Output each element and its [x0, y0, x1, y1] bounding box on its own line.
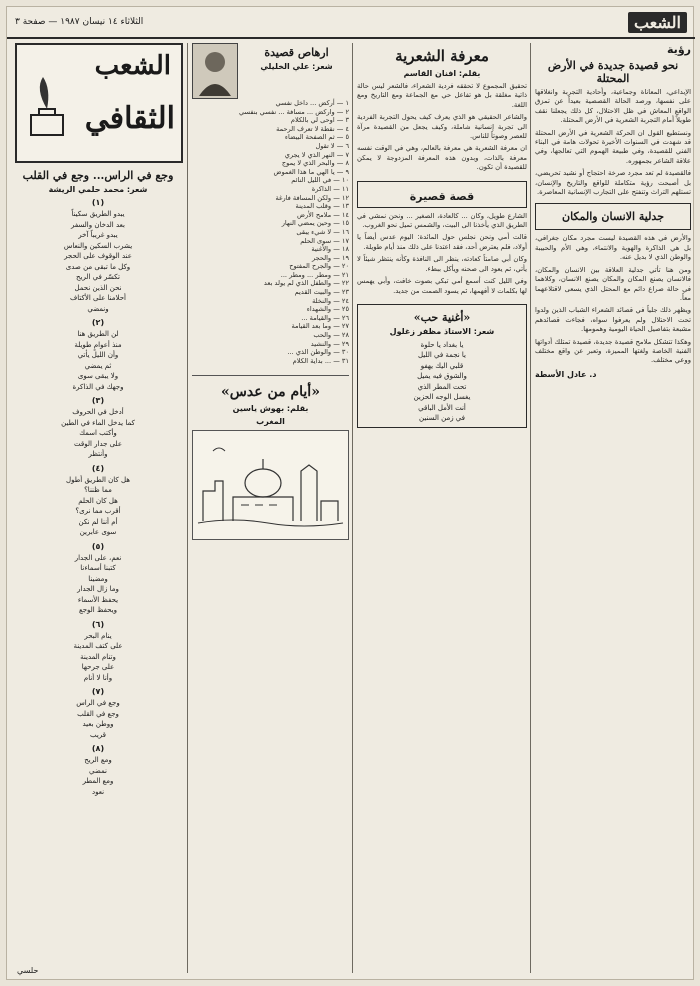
article-body-2: [535, 234, 691, 365]
poem-line: تكسّر في الريح: [76, 273, 120, 281]
poem-line: ٢٦ — والقيامة ...: [301, 313, 349, 322]
logo-title-2: الثقافي: [84, 101, 175, 136]
stanza-lines: [13, 631, 183, 684]
stanza: [13, 198, 183, 314]
story-illustration: [192, 430, 349, 540]
stanza: [13, 620, 183, 684]
right-column: [535, 43, 691, 973]
stanza: [13, 542, 183, 616]
page-header: [7, 7, 695, 39]
poem-line: ٣٠ — والوطن الذي ...: [287, 348, 349, 357]
stanza-number: (٧): [91, 687, 105, 696]
stanza: [13, 396, 183, 460]
poem-line: ١٨ — والأغنية: [311, 245, 349, 254]
poem-line: يغسل الوجه الحزين: [413, 393, 471, 402]
paragraph: ويظهر ذلك جلياً في قصائد الشعراء الشباب الذين ولدوا تحت الاحتلال ولم يعرفوا سواه، فجاءت قصائدهم مشبعة بتفاصيل الحياة اليومية وهمومها.: [535, 306, 691, 334]
stanza-number: (٤): [91, 463, 105, 473]
stanza-lines: [13, 407, 183, 460]
poem-line: تحت المطر الذي: [417, 382, 467, 391]
poem-line: يا بغداد يا حلوة: [420, 340, 464, 349]
poem-line: قلبي اليك يهفو: [420, 361, 464, 370]
article-subhead: جدلية الانسان والمكان: [561, 210, 665, 224]
cityscape-sketch-icon: [193, 431, 348, 539]
story-origin: المغرب: [256, 417, 285, 427]
poem-line: وكل ما تبقى من صدى: [65, 262, 131, 271]
paragraph: ونستطيع القول ان الحركة الشعرية في الأرض المحتلة قد شهدت في السنوات الأخيرة تحولات هامة في البناء الفني للقصيدة، وفي طبيعة الهموم التي تعالجها، وفي علاقة الشاعر بجمهوره.: [535, 128, 691, 165]
newspaper-page: [6, 6, 694, 980]
subhead-box: [535, 203, 691, 230]
story-byline: بقلم: بهوش ياسين: [232, 404, 309, 414]
poem-line: ووطن بعيد: [82, 720, 114, 728]
poem-line: ٢٧ — وما بعد القيامة: [291, 322, 349, 331]
poem-column: [192, 43, 349, 973]
article-headline: نحو قصيدة جديدة في الأرض المحتلة: [547, 59, 679, 85]
stanza-number: (٦): [91, 619, 105, 629]
poem-line: هل كان الطريق أطول: [66, 475, 130, 484]
poem-line: ٢١ — ومطر ... ومطر ...: [280, 270, 349, 279]
poem-line: وجع في الراس: [76, 699, 120, 707]
poem-line: ٤ — نقطة لا تعرف الرحمة: [276, 124, 349, 133]
inkwell-quill-icon: [25, 75, 69, 139]
poem-line: مما ظننا؟: [84, 486, 112, 494]
poem-line: ٩ — يا الهي ما هذا الغموض: [273, 167, 349, 176]
footer-tag: حلسي: [17, 966, 39, 975]
stanza-number: (٣): [91, 396, 105, 405]
poem-line: على جدار الوقت: [73, 439, 123, 448]
poem-line: نعم، على الجدار: [74, 553, 122, 562]
poem-line: أنت الأمل الباقي: [418, 403, 466, 412]
culture-logo: [15, 43, 183, 163]
poem-header: [192, 43, 349, 99]
poem-line: ويحفظ الوجع: [78, 606, 117, 614]
poem-line: أدخل في الحروف: [72, 408, 124, 416]
section-label: رؤية: [667, 43, 691, 56]
person-icon: [195, 46, 235, 96]
stanza-number: (٥): [91, 541, 105, 551]
paragraph: وهكذا تتشكل ملامح قصيدة جديدة، قصيدة تمتلك أدواتها الفنية الخاصة ولغتها المميزة، وتعبر عن واقع مختلف ووعي مختلف.: [535, 337, 691, 365]
poem-line: ولا يبقى سوى: [77, 372, 119, 380]
poem-line: ٢٠ — والجرح المفتوح: [289, 262, 349, 271]
poem-line: ونمضي: [87, 304, 109, 313]
poem-line: وأنتظر: [88, 450, 108, 458]
poem-line: ٧ — النهر الذي لا يجري: [284, 150, 349, 159]
poem-line: ومضينا: [88, 574, 108, 583]
poem-lines: [192, 99, 349, 365]
poem-line: والشوق فيه يميل: [417, 372, 467, 381]
song-byline: شعر: الاستاذ مظفر زغلول: [389, 326, 495, 336]
stanza: [13, 744, 183, 797]
poem-line: ومع الريح: [84, 756, 112, 764]
poem-line: ١ — أركض ... داخل نفسي: [275, 99, 349, 107]
poem-line: نمضي: [89, 766, 107, 775]
column-rule: [352, 43, 353, 973]
poem-line: يشرب السكين والنعاس: [63, 241, 133, 250]
paragraph: والشاعر الحقيقي هو الذي يعرف كيف يحول التجربة الفردية الى تجربة إنسانية شاملة، وكيف يجعل من القصيدة مرآة للعصر وصوتاً للناس.: [357, 113, 527, 141]
stanza-number: (١): [91, 198, 105, 207]
poem-line: ثم يمضي: [84, 361, 112, 370]
poem-line: هل كان الحلم: [78, 496, 118, 505]
poem-line: ٢ — واركض ... مسافة ... نفسي بنفسي: [238, 107, 349, 116]
poem-line: في زمن السنين: [419, 414, 465, 423]
stanza-lines: [13, 553, 183, 616]
column-rule: [530, 43, 531, 973]
stanza: [13, 687, 183, 740]
left-column: [13, 43, 183, 973]
poem-line: ١٥ — وحين يمضي النهار: [281, 219, 349, 228]
stanza-lines: [13, 755, 183, 797]
poem-line: ٥ — ثم الصفحة البيضاء: [284, 133, 349, 142]
poem-line: منذ أعوامٍ طويلة: [74, 340, 122, 349]
poem-title: ارهاص قصيدة: [264, 46, 329, 59]
poem-line: ١٢ — ولكن المسافة فارغة: [275, 193, 349, 202]
date-line: الثلاثاء ١٤ نيسان ١٩٨٧ — صفحة ٣: [15, 17, 144, 27]
poem-line: ١١ — الذاكرة: [311, 184, 349, 193]
poem-line: كما يدخل الماء في الطين: [61, 418, 135, 427]
poem-line: على جرحها: [81, 663, 115, 671]
poem-line: ١٩ — والحجر: [311, 253, 349, 262]
poem-byline: شعر: علي الخليلي: [260, 62, 333, 71]
story-title: «أيام من عدس»: [221, 384, 320, 401]
poem-line: بعد الدخان والسفر: [71, 220, 125, 229]
poem-line: ٢٨ — والحب: [313, 331, 349, 340]
poem-line: كتبنا أسماءنا: [80, 564, 116, 572]
paragraph: وفي الليل كنت أسمع أمي تبكي بصوت خافت، وأبي يهمس لها بكلمات لا أفهمها، ثم يسود الصمت من جديد.: [357, 277, 527, 295]
poem-line: وما زال الجدار: [77, 585, 119, 593]
paragraph: الشارع طويل، وكان ... كالعادة، الصغير ... ونحن نمشي في الطريق الذي يأخذنا الى البيت، والشمس تميل نحو الغروب.: [357, 211, 527, 230]
song-title: «أغنية حب»: [413, 310, 471, 324]
stanza-lines: [13, 329, 183, 392]
stanza-lines: [13, 698, 183, 740]
poem-line: ٣ — اوحى لي بالكلام: [290, 116, 349, 125]
poem-line: عند الوقوف على الحجر: [64, 252, 132, 260]
poem-line: يا نجمة في الليل: [417, 351, 466, 360]
paragraph: وكان أبي صامتاً كعادته، ينظر الى النافذة وكأنه ينتظر شيئاً لا يأتي، ثم يعود الى صحنه ويأكل ببطء.: [357, 255, 527, 273]
article-headline: معرفة الشعرية: [395, 47, 489, 65]
middle-column: [357, 43, 527, 973]
poem-line: ومع المطر: [82, 777, 114, 785]
poem-line: ٢٤ — والنخلة: [312, 296, 349, 305]
portrait-photo: [192, 43, 238, 99]
paragraph: الإبداعي، المعاناة وجماعية، وأحادية التجربة وانغلاقها على نفسها، ورصد الحالة القصصية بعيداً عن تمزق الواقع المعاش في ظل الاحتلال، كل ذلك يجعلنا نقف طويلاً أمام التجربة الشعرية في الأرض المحتلة.: [535, 88, 691, 125]
poem-line: ١٧ — سوى الحلم: [300, 236, 349, 245]
poem-line: يبدو الطريق سكيناً: [71, 210, 125, 218]
stanza: [13, 464, 183, 538]
poem-line: لن الطريق هنا: [77, 330, 119, 338]
poem-line: على كتف المدينة: [73, 642, 123, 650]
stanza-lines: [13, 475, 183, 538]
stanza: [13, 318, 183, 392]
poem-line: ٢٣ — والبيت القديم: [294, 288, 349, 297]
article-body: [535, 88, 691, 197]
poem-title-wrap: [244, 43, 349, 75]
song-lines: [361, 340, 523, 424]
poem-line: يحفظ الأسماء: [77, 595, 119, 604]
story-body: [357, 212, 527, 296]
poem-line: نحن الذين نحمل: [74, 283, 122, 292]
poem-line: وأن الليل يأتي: [77, 351, 119, 359]
poem-line: ٨ — والبحر الذي لا يموج: [281, 159, 349, 168]
masthead: الشعب: [628, 12, 687, 33]
paragraph: فالقصيدة لم تعد مجرد صرخة احتجاج أو نشيد تحريضي، بل أصبحت رؤية متكاملة للواقع والتاريخ والإنسان، تستلهم التراث وتنفتح على التجارب الإنسانية المعاصرة.: [535, 169, 691, 197]
stanza-number: (٨): [91, 744, 105, 753]
stanza-number: (٢): [91, 318, 105, 327]
left-poem-title: وجع في الراس... وجع في القلب: [22, 169, 174, 182]
paragraph: ان معرفة الشعرية هي معرفة بالعالم، وهي في الوقت نفسه معرفة بالذات، وبدون هذه المعرفة المزدوجة لا يمكن للقصيدة أن تكون.: [357, 144, 527, 172]
poem-line: وأكتب اسمك: [79, 429, 117, 437]
poem-line: وتنام المدينة: [80, 652, 116, 661]
paragraph: ومن هنا تأتي جدلية العلاقة بين الانسان والمكان، فالانسان يصنع المكان والمكان يصنع الانسان، وكلاهما في حالة صراع دائم مع المحتل الذي يسعى لاقتلاعهما معاً.: [535, 265, 691, 302]
poem-line: ٢٥ — والشهداء: [306, 305, 349, 314]
poem-line: نعود: [91, 787, 105, 796]
logo-title-1: الشعب: [94, 51, 171, 81]
story-label: قصة قصيرة: [409, 189, 475, 203]
left-poem-byline: شعر: محمد حلمي الريشة: [48, 185, 148, 194]
poem-line: ٦ — لا تقول: [315, 141, 349, 150]
poem-line: ١٦ — لا شيء يبقى: [296, 227, 349, 236]
poem-line: ١٠ — في الليل النائم: [291, 176, 349, 185]
stanza-lines: [13, 209, 183, 314]
poem-line: وأنا لا أنام: [83, 673, 113, 682]
paragraph: تحقيق المجموع لا تحققه فردية الشعراء، فالشعر ليس حالة ذاتية مغلقة بل هو تفاعل حي مع الجماعة ومع التاريخ ومع اللغة.: [357, 82, 527, 109]
poem-line: ينام البحر: [84, 631, 112, 640]
article-body: [357, 82, 527, 173]
paragraph: والأرض في هذه القصيدة ليست مجرد مكان جغرافي، بل هي الذاكرة والهوية والانتماء، وهي الأم والحبيبة والوطن الذي لا بديل عنه.: [535, 234, 691, 262]
article-byline: بقلم: افنان القاسم: [403, 69, 481, 78]
poem-line: سوى عابرين: [79, 528, 117, 536]
poem-line: أحلامنا على الأكتاف: [70, 294, 126, 302]
column-rule: [187, 43, 188, 973]
poem-line: ٣١ — ... بداية الكلام: [292, 356, 349, 365]
poem-line: ٢٩ — والنشيد: [310, 339, 349, 348]
poem-line: أم أننا لم نكن: [78, 517, 118, 526]
article-signature: د. عادل الأسطة: [535, 369, 597, 379]
poem-line: يبدو غريباً آخر: [78, 231, 118, 239]
poem-line: وجهك في الذاكرة: [72, 382, 124, 391]
poem-line: ١٣ — وقلب المدينة: [295, 202, 349, 211]
song-box: [357, 304, 527, 428]
story-label-box: [357, 181, 527, 208]
poem-line: ١٤ — ملامح الأرض: [297, 210, 349, 219]
poem-line: وجع في القلب: [77, 709, 119, 718]
poem-line: قريب: [89, 730, 107, 739]
poem-line: أقرب مما نرى؟: [75, 507, 121, 515]
poem-line: ٢٢ — والطفل الذي لم يولد بعد: [263, 279, 349, 288]
story-header: [192, 375, 349, 426]
paragraph: قالت أمي ونحن نجلس حول المائدة: اليوم عدس أيضاً يا أولاد، فلم يعترض أحد، فقد اعتدنا على ذلك منذ أيام طويلة.: [357, 233, 527, 251]
